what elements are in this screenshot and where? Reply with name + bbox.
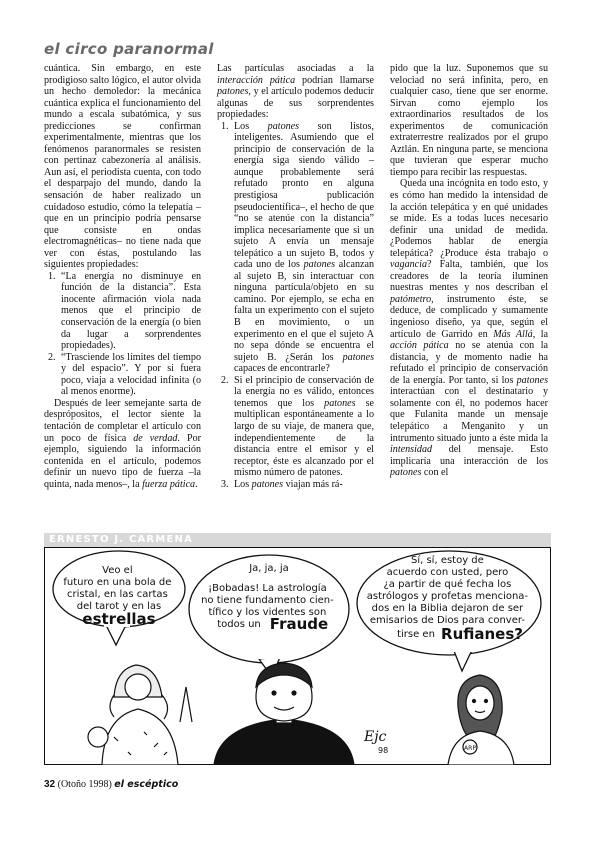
bubble-line: no tiene fundamento cien- xyxy=(201,595,334,606)
signature-initials: Ejc xyxy=(364,729,387,745)
property-list xyxy=(44,271,201,398)
list-item: 1. Los patones son listos, inteligentes. Asumiendo que el principio de conservación de la energía siga siendo válido –aunque probablemente será refutado pronto en alguna prestigiosa publicación pseudocientífica–, el hecho de que “no se atenúe con la distancia” implica necesariamente que si un sujeto A envía un mensaje telepático a un sujeto B, todos y cada uno de los patones alcanzan al sujeto B, sin interactuar con ninguna partícula/objeto en su camino. Por ejemplo, se echa en falta un experimento con el sujeto B en movimiento, o un experimento en el que el sujeto A no sepa dónde se encuentra el sujeto B. ¿Serán los patones capaces de encontrarle? xyxy=(221,120,375,375)
section-title: el circo paranormal xyxy=(44,40,214,58)
bubble-line: dos en la Biblia dejaron de ser xyxy=(371,603,524,614)
bubble-line: tífico y los videntes son xyxy=(208,607,327,618)
list-item: 1. “La energía no disminuye en función de la distancia”. Esta inocente afirmación viola nada menos que el principio de conservación de la energía (o bien da lugar a sorprendentes propiedades). xyxy=(48,270,201,352)
bubble-line: Sí, sí, estoy de xyxy=(410,555,484,566)
paragraph: Después de leer semejante sarta de desprópositos, el lector siente la tentación de completar el artículo con un poco de física de verdad. Por ejemplo, siguiendo la información contenida en el artículo, podemos definir un nuevo tipo de fuerza –la quinta, nada menos–, la fuerza pática. xyxy=(44,397,201,490)
bubble-line: Veo el xyxy=(102,565,133,576)
paragraph: Queda una incógnita en todo esto, y es cómo han medido la intensidad de la acción telepática y en qué unidades se mide. Es a todas luces necesario definir una unidad de medida. ¿Podemos hablar de energía telepática? ¿Produce ésta trabajo o vagancia? Falta, también, que los creadores de la teoría iluminen nuestras mentes y nos describan el patómetro, instrumento éste, se deduce, de complicado y sumamente ingenioso diseño, ya que, según el artículo de Garrido en Más Allá, la acción pática no se atenúa con la distancia, y de momento nadie ha refutado el principio de conservación de la energía. Por tanto, si los patones interactúan con el destinatario y solamente con él, no podemos hacer que Fulanita mande un mensaje telepático a Menganito y un intrumento situado junto a éste mida la intensidad del mensaje. Esto implicaría una interacción de los patones con el xyxy=(390,178,549,479)
issue-date: (Otoño 1998) xyxy=(57,779,112,790)
cartoon-credit-bar xyxy=(44,533,551,547)
bubble-line: astrólogos y profetas menciona- xyxy=(366,591,529,602)
bubble-line: todos un xyxy=(217,619,261,630)
bubble-line: ¿a partir de qué fecha los xyxy=(383,579,512,590)
text-column-3 xyxy=(390,63,548,479)
text-column-2 xyxy=(217,63,374,490)
property-list xyxy=(217,121,374,491)
list-item: 2. “Trasciende los límites del tiempo y del espacio”. Y por si fuera poco, viaja a velocidad infinita (o al menos enorme). xyxy=(48,351,201,398)
paragraph: cuántica. Sin embargo, en este prodigioso salto lógico, el autor olvida un hecho demoledor: la mecánica cuántica explica el funcionamiento del mundo a escala subatómica, y sus predicciones se confirman experimentalmente, mientras que los fenómenos paranormales se resisten con pertinaz cabezonería al análisis. Aun así, el periodista cuenta, con todo el desparpajo del mundo, dando la sensación de haber realizado un cuidadoso estudio, cómo la telepatía –que en un principio podría pensarse que consiste en ondas electromagnéticas– no tiene nada que ver con éstas, postulando las siguientes propiedades: xyxy=(44,63,201,271)
bubble-line: tirse en xyxy=(397,629,435,640)
cartoon-illustration xyxy=(44,547,551,765)
bubble-line: ¡Bobadas! La astrología xyxy=(208,583,327,594)
bubble-laugh: Ja, ja, ja xyxy=(249,563,289,574)
bubble-line: cristal, en las cartas xyxy=(67,589,168,600)
bubble-line: del tarot y en las xyxy=(76,601,162,612)
bubble-emphasis: estrellas xyxy=(82,610,156,628)
cartoon-credit: ERNESTO J. CARMENA xyxy=(49,534,194,545)
signature-year: 98 xyxy=(378,746,389,755)
list-item: 3. Los patones viajan más rá- xyxy=(221,478,343,490)
bubble-emphasis: Rufianes? xyxy=(441,625,523,643)
bubble-emphasis: Fraude xyxy=(269,615,329,633)
paragraph: Las partículas asociadas a la interacción pática podrían llamarse patones, y el artículo podemos deducir algunas de sus sorprendentes propiedades: xyxy=(217,63,374,121)
bubble-line: emisarios de Dios para conver- xyxy=(369,615,525,626)
arp-badge: ARP xyxy=(464,745,476,752)
list-item: 2. Si el principio de conservación de la energía no es válido, entonces tenemos que los patones se multiplican espontáneamente a lo largo de su viaje, de manera que, independientemente de la distancia entre el emisor y el receptor, éste es alcanzado por el mismo número de patones. xyxy=(221,374,375,479)
text-column-1 xyxy=(44,63,201,490)
page-footer xyxy=(44,779,178,790)
magazine-name: el escéptico xyxy=(114,779,179,790)
bubble-line: acuerdo con usted, pero xyxy=(386,567,509,578)
bubble-line: futuro en una bola de xyxy=(63,577,172,588)
paragraph: pido que la luz. Suponemos que su velociad no será infinita, pero, en cualquier caso, tiene que ser enorme. Sirvan como ejemplo los extraordinarios resultados de los experimentos de comunicación extraterrestre realizados por el grupo Aztlán. En ninguna parte, se menciona que tuvieran que esperar mucho tiempo para recibir las respuestas. xyxy=(390,63,548,178)
page-number: 32 xyxy=(44,779,56,790)
